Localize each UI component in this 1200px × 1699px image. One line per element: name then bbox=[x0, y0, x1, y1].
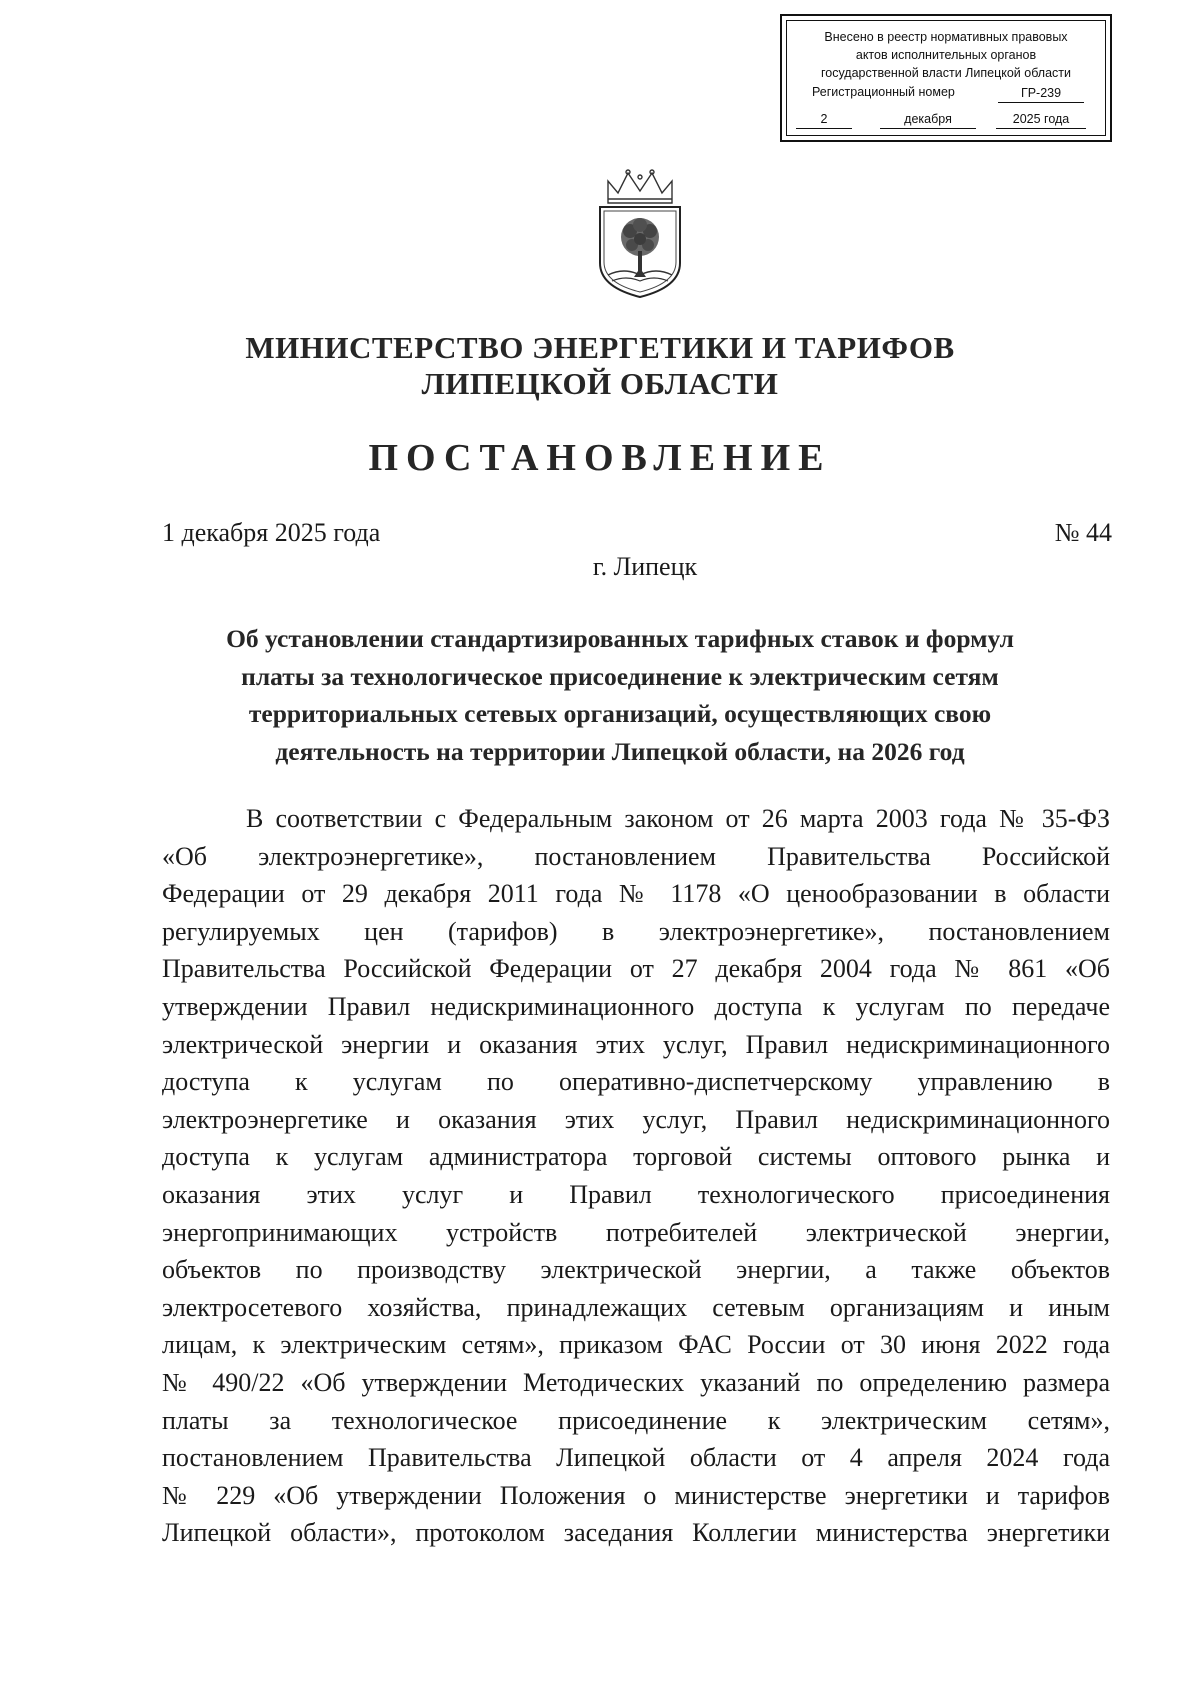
stamp-year: 2025 года bbox=[996, 111, 1086, 129]
document-body bbox=[162, 800, 1110, 1552]
body-line: регулируемых цен (тарифов) в электроэнергетике», постановлением bbox=[162, 916, 1110, 946]
stamp-month: декабря bbox=[880, 111, 976, 129]
subject-line: платы за технологическое присоединение к электрическим сетям bbox=[241, 661, 999, 691]
body-line: № 490/22 «Об утверждении Методических указаний по определению размера bbox=[162, 1367, 1110, 1397]
subject-line: территориальных сетевых организаций, осуществляющих свою bbox=[248, 699, 992, 728]
body-line: Федерации от 29 декабря 2011 года № 1178 «О ценообразовании в области bbox=[162, 879, 1110, 909]
body-line: Правительства Российской Федерации от 27 декабря 2004 года № 861 «Об bbox=[162, 954, 1110, 984]
body-line: платы за технологическое присоединение к электрическим сетям», bbox=[162, 1405, 1110, 1435]
body-line: доступа к услугам администратора торговой системы оптового рынка и bbox=[162, 1142, 1110, 1172]
body-line: электроэнергетике и оказания этих услуг, Правил недискриминационного bbox=[162, 1104, 1110, 1134]
body-line: лицам, к электрическим сетям», приказом ФАС России от 30 июня 2022 года bbox=[162, 1330, 1110, 1360]
document-city: г. Липецк bbox=[592, 552, 698, 581]
ministry-name-line-1: МИНИСТЕРСТВО ЭНЕРГЕТИКИ И ТАРИФОВ bbox=[245, 330, 955, 365]
coat-of-arms-icon bbox=[594, 163, 686, 301]
body-line: электросетевого хозяйства, принадлежащих сетевым организациям и иным bbox=[162, 1292, 1110, 1322]
body-line: № 229 «Об утверждении Положения о министерстве энергетики и тарифов bbox=[162, 1480, 1110, 1510]
stamp-reg-number: ГР-239 bbox=[998, 85, 1084, 103]
document-subject bbox=[150, 620, 1090, 770]
body-line: В соответствии с Федеральным законом от 26 марта 2003 года № 35-ФЗ bbox=[246, 804, 1110, 833]
body-line: объектов по производству электрической энергии, а также объектов bbox=[162, 1255, 1110, 1285]
stamp-line-2: актов исполнительных органов bbox=[855, 48, 1037, 62]
subject-line: Об установлении стандартизированных тарифных ставок и формул bbox=[226, 624, 1014, 653]
ministry-name-line-2: ЛИПЕЦКОЙ ОБЛАСТИ bbox=[421, 366, 779, 401]
registration-stamp bbox=[780, 14, 1112, 142]
document-type: ПОСТАНОВЛЕНИЕ bbox=[368, 437, 832, 479]
stamp-line-1: Внесено в реестр нормативных правовых bbox=[824, 30, 1068, 44]
body-line: «Об электроэнергетике», постановлением Правительства Российской bbox=[162, 841, 1110, 871]
body-line: утверждении Правил недискриминационного доступа к услугам по передаче bbox=[162, 991, 1110, 1021]
document-date: 1 декабря 2025 года bbox=[162, 518, 381, 547]
body-line: электрической энергии и оказания этих услуг, Правил недискриминационного bbox=[162, 1029, 1110, 1059]
body-line: Липецкой области», протоколом заседания Коллегии министерства энергетики bbox=[162, 1518, 1110, 1548]
subject-line: деятельность на территории Липецкой области, на 2026 год bbox=[275, 736, 965, 766]
body-line: энергопринимающих устройств потребителей электрической энергии, bbox=[162, 1217, 1110, 1247]
stamp-reg-label: Регистрационный номер bbox=[812, 85, 955, 99]
body-line: постановлением Правительства Липецкой области от 4 апреля 2024 года bbox=[162, 1443, 1110, 1473]
document-number: № 44 bbox=[1054, 518, 1112, 547]
body-line: доступа к услугам по оперативно-диспетчерскому управлению в bbox=[162, 1067, 1110, 1097]
stamp-day: 2 bbox=[796, 111, 852, 129]
body-line: оказания этих услуг и Правил технологического присоединения bbox=[162, 1179, 1110, 1209]
stamp-line-3: государственной власти Липецкой области bbox=[820, 66, 1072, 80]
